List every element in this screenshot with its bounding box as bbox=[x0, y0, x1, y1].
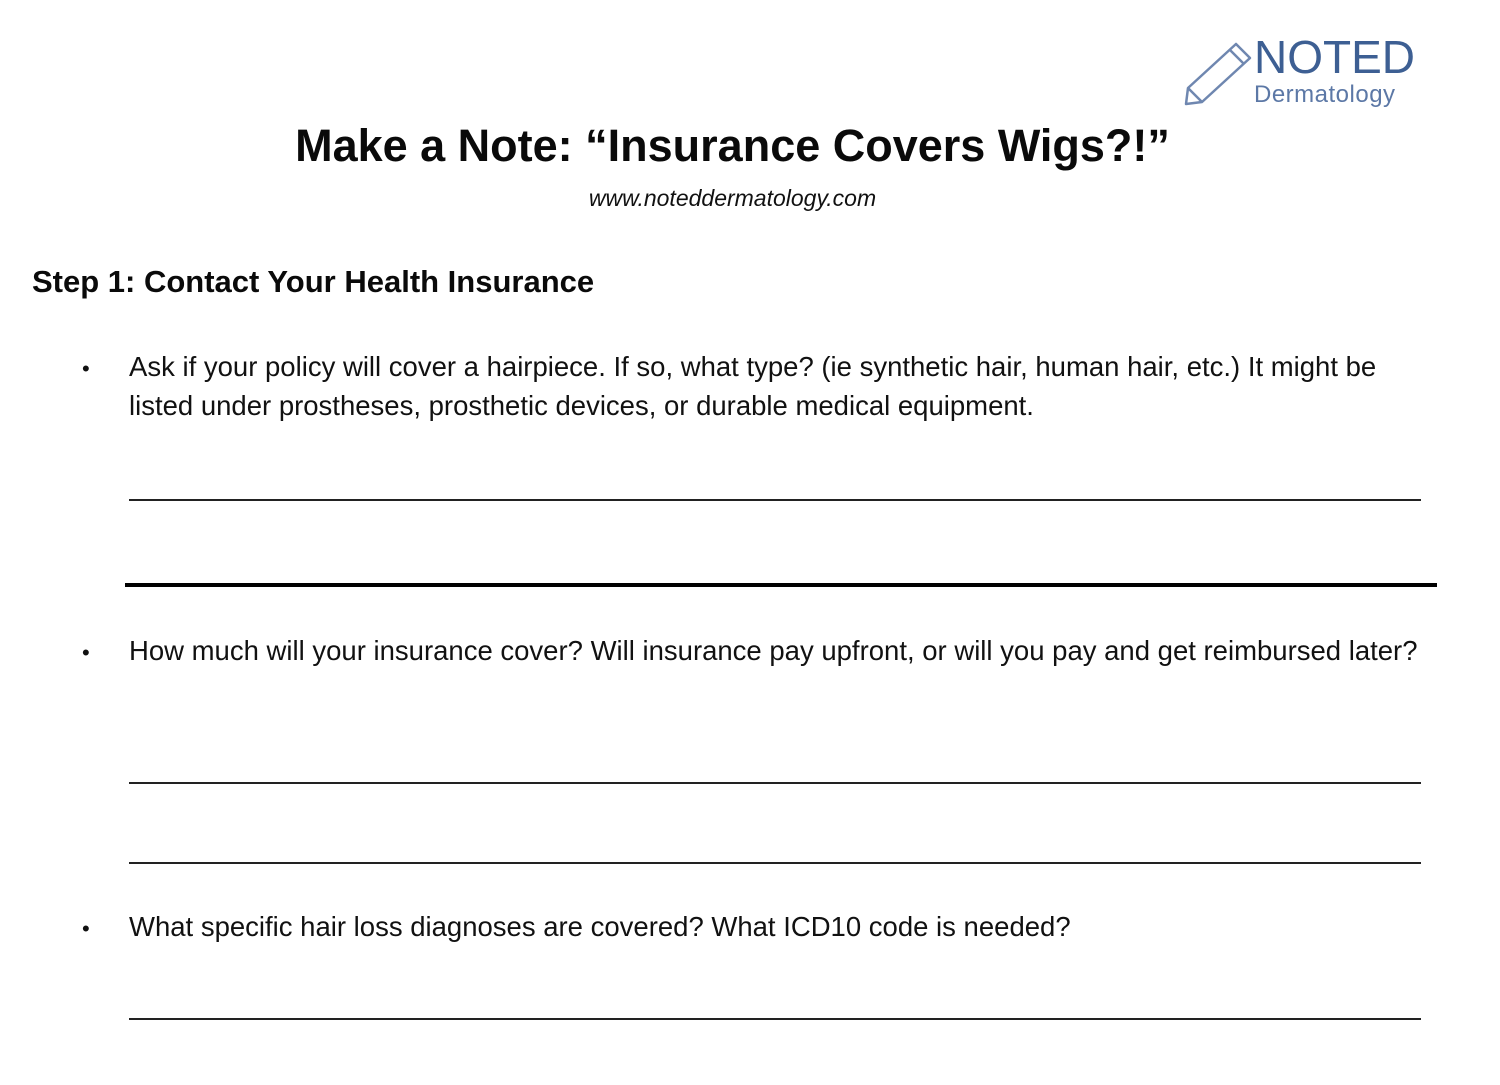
question-3-text: What specific hair loss diagnoses are covered? What ICD10 code is needed? bbox=[129, 911, 1071, 942]
answer-line-1a[interactable] bbox=[129, 499, 1421, 501]
answer-line-1b[interactable] bbox=[125, 583, 1437, 587]
page-title: Make a Note: “Insurance Covers Wigs?!” bbox=[295, 120, 1170, 171]
answer-line-2a[interactable] bbox=[129, 782, 1421, 784]
bullet-1: • bbox=[82, 356, 90, 381]
answer-line-3a[interactable] bbox=[129, 1018, 1421, 1020]
logo-wordmark: NOTED bbox=[1254, 31, 1415, 83]
pencil-icon bbox=[1180, 38, 1260, 108]
brand-logo bbox=[1180, 31, 1440, 114]
step-heading: Step 1: Contact Your Health Insurance bbox=[32, 264, 595, 299]
bullet-2: • bbox=[82, 640, 90, 665]
question-2-text: How much will your insurance cover? Will insurance pay upfront, or will you pay and get reimbursed later? bbox=[129, 635, 1418, 666]
website-url: www.noteddermatology.com bbox=[588, 185, 877, 211]
logo-subtitle: Dermatology bbox=[1254, 81, 1396, 108]
question-1-text: Ask if your policy will cover a hairpiece. If so, what type? (ie synthetic hair, human hair, etc.) It might be listed under prostheses, prosthetic devices, or durable medical equipment. bbox=[129, 351, 1377, 421]
bullet-3: • bbox=[82, 916, 90, 941]
answer-line-2b[interactable] bbox=[129, 862, 1421, 864]
